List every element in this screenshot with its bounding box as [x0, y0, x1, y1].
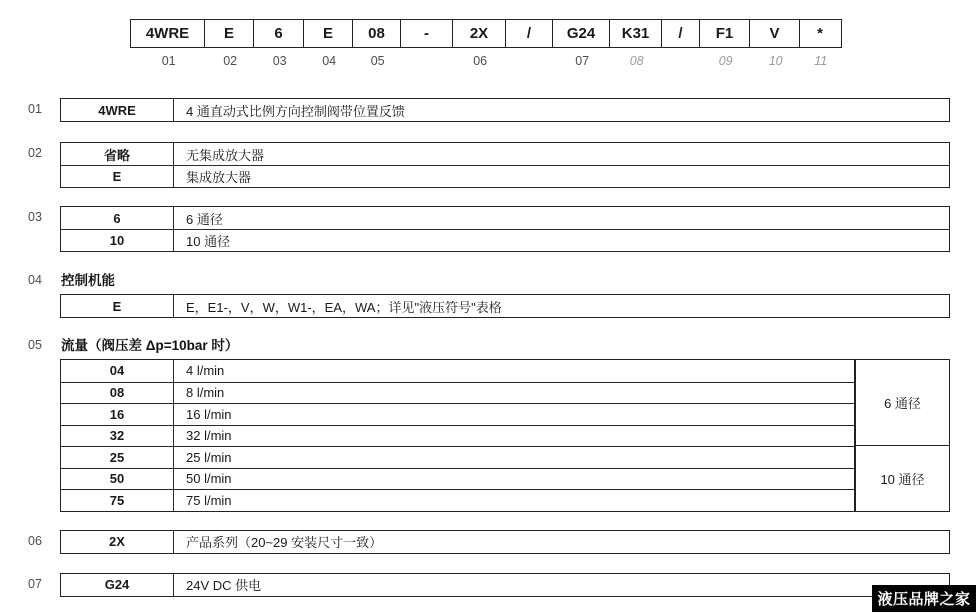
table-row — [61, 229, 949, 251]
code-value-cell: 75 — [61, 490, 174, 511]
description-cell: 无集成放大器 — [186, 147, 265, 163]
section-table — [60, 530, 950, 554]
table-row — [61, 425, 854, 447]
section-rows — [28, 98, 980, 122]
table-row — [61, 489, 854, 511]
table-row — [61, 207, 949, 229]
section-position-label: 05 — [28, 338, 42, 352]
section-position-label: 06 — [28, 533, 42, 548]
code-cell: G24 — [553, 20, 610, 47]
code-value-cell: E — [61, 295, 174, 317]
section-position-label: 03 — [28, 210, 42, 224]
section-heading: 控制机能 — [61, 273, 115, 288]
section-position-label: 02 — [28, 146, 42, 160]
code-position-number: 08 — [629, 54, 644, 68]
code-value-cell: 50 — [61, 469, 174, 490]
table-row — [61, 99, 949, 121]
table-row — [61, 360, 854, 382]
model-code-strip — [130, 19, 842, 48]
code-value-cell: 16 — [61, 404, 174, 425]
code-section — [28, 206, 980, 252]
code-value-cell: 2X — [61, 531, 174, 553]
table-row — [61, 165, 949, 187]
size-group-column — [855, 359, 950, 512]
code-value-cell: E — [61, 166, 174, 187]
section-position-label: 07 — [28, 576, 42, 591]
code-position-number — [402, 52, 454, 70]
section-rows — [28, 530, 980, 554]
description-cell: 24V DC 供电 — [186, 578, 262, 593]
table-row — [61, 382, 854, 404]
code-position-number — [507, 52, 554, 70]
code-cell: * — [817, 25, 823, 42]
description-cell: 集成放大器 — [186, 170, 252, 185]
code-section — [28, 530, 980, 554]
section-rows — [28, 206, 980, 252]
size-group-label: 10 通径 — [856, 445, 949, 510]
description-cell: 16 l/min — [186, 406, 232, 422]
code-value-cell: 25 — [61, 447, 174, 468]
description-cell: 4 l/min — [186, 363, 225, 379]
code-position-number: 10 — [768, 54, 783, 68]
code-position-number: 02 — [223, 54, 238, 68]
code-cell: 4WRE — [131, 20, 205, 47]
code-value-cell: 4WRE — [61, 99, 174, 121]
description-cell: 4 通直动式比例方向控制阀带位置反馈 — [186, 103, 405, 119]
section-table — [60, 294, 950, 318]
code-cell: / — [662, 20, 700, 47]
description-cell: 32 l/min — [186, 428, 232, 444]
size-group-label: 6 通径 — [884, 396, 921, 412]
code-section — [28, 573, 980, 597]
code-cell: 6 — [254, 20, 304, 47]
section-table — [60, 206, 950, 252]
section-position-label: 04 — [28, 273, 42, 287]
code-section — [28, 269, 980, 318]
code-value-cell: 08 — [61, 383, 174, 404]
code-cell: F1 — [700, 20, 750, 47]
code-position-number: 09 — [718, 54, 733, 68]
code-position-number: 03 — [272, 54, 287, 68]
table-row — [61, 295, 949, 317]
description-cell: 8 l/min — [186, 385, 225, 401]
section-table — [60, 573, 950, 597]
code-sections — [0, 98, 980, 597]
section-table — [60, 142, 950, 188]
description-cell: 产品系列（20~29 安装尺寸一致） — [186, 535, 383, 550]
description-cell: 50 l/min — [186, 471, 232, 487]
code-value-cell: 32 — [61, 426, 174, 447]
description-cell: 25 l/min — [186, 449, 232, 465]
code-value-cell: 省略 — [61, 143, 174, 165]
code-cell: E — [304, 20, 353, 47]
table-row — [61, 531, 949, 553]
section-heading: 流量（阀压差 Δp=10bar 时） — [61, 338, 239, 353]
code-position-number: 05 — [370, 54, 385, 68]
code-position-number: 04 — [322, 54, 337, 68]
table-row — [61, 403, 854, 425]
code-position-number: 01 — [161, 54, 176, 68]
code-value-cell: G24 — [61, 574, 174, 596]
table-row — [61, 143, 949, 165]
code-cell: - — [401, 20, 453, 47]
code-section — [28, 142, 980, 188]
code-position-number — [663, 52, 701, 70]
code-cell: E — [205, 20, 254, 47]
code-position-number: 11 — [814, 54, 828, 68]
description-cell: E，E1-，V，W，W1-，EA，WA；详见"液压符号"表格 — [186, 299, 502, 315]
code-section — [28, 334, 980, 512]
section-rows — [28, 142, 980, 188]
code-cell: V — [750, 20, 800, 47]
code-cell: 08 — [353, 20, 401, 47]
code-value-cell: 10 — [61, 230, 174, 251]
code-position-number: 07 — [575, 54, 590, 68]
description-cell: 6 通径 — [186, 211, 223, 227]
code-cell: K31 — [610, 20, 662, 47]
code-section — [28, 98, 980, 122]
description-cell: 10 通径 — [186, 234, 231, 249]
code-cell: 2X — [453, 20, 506, 47]
section-table — [60, 359, 855, 512]
description-cell: 75 l/min — [186, 492, 232, 508]
code-cell: / — [506, 20, 553, 47]
code-position-number: 06 — [473, 54, 488, 68]
watermark-badge: 液压品牌之家 — [872, 585, 976, 612]
section-rows — [28, 573, 980, 597]
section-table — [60, 98, 950, 122]
table-row — [61, 468, 854, 490]
table-row — [61, 574, 949, 596]
code-value-cell: 6 — [61, 207, 174, 229]
code-position-numbers — [132, 52, 980, 70]
code-value-cell: 04 — [61, 360, 174, 382]
table-row — [61, 446, 854, 468]
section-position-label: 01 — [28, 102, 42, 116]
